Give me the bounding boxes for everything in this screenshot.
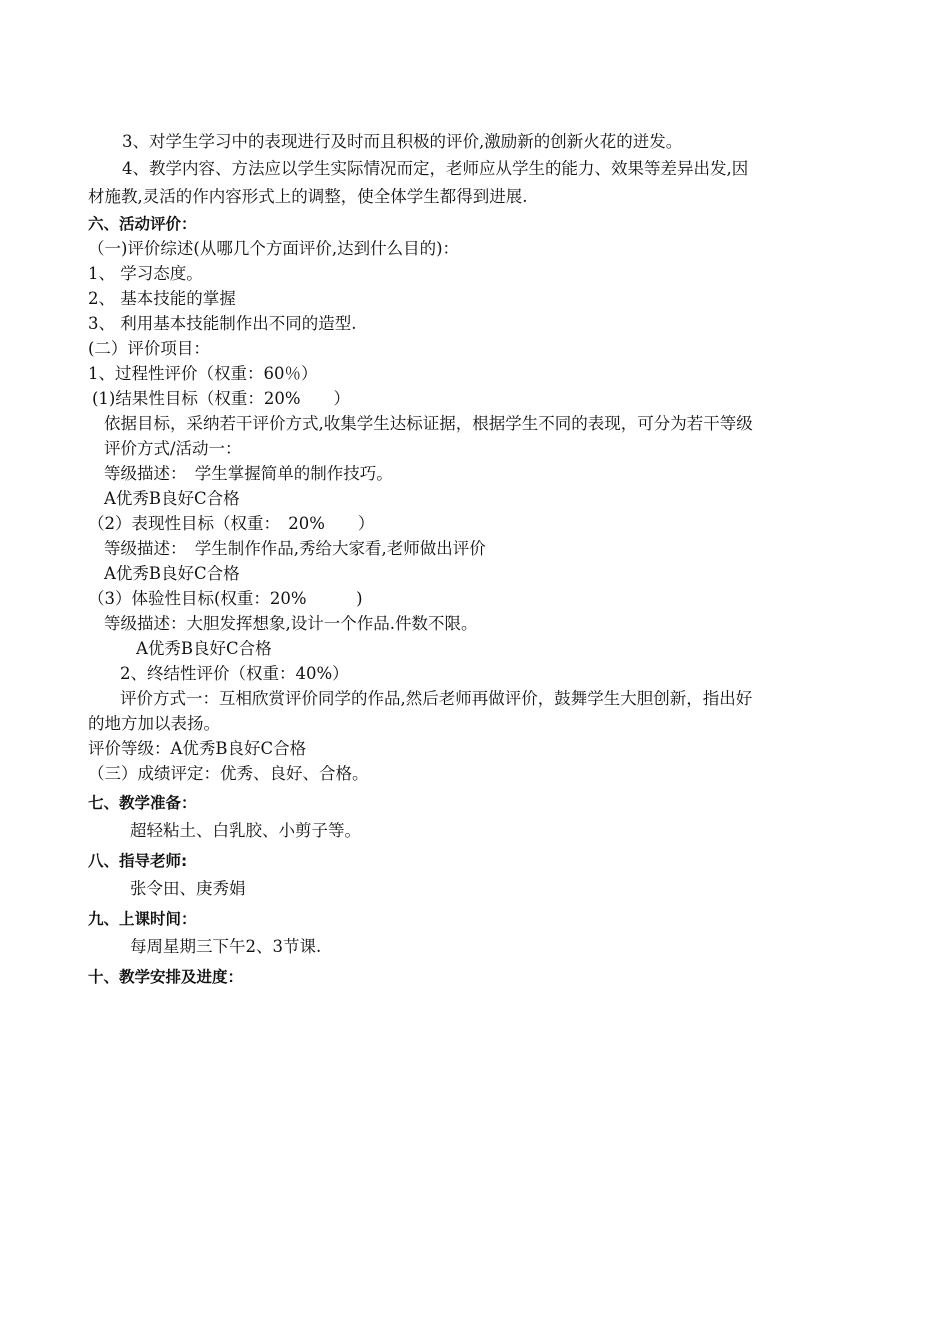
text-line: （一)评价综述(从哪几个方面评价,达到什么目的)： [88, 239, 460, 258]
list-item: 1、 学习态度。 [88, 264, 203, 283]
text-line: 评价方式一：互相欣赏评价同学的作品,然后老师再做评价，鼓舞学生大胆创新，指出好 [120, 689, 753, 708]
text-line: 张令田、庚秀娟 [130, 879, 246, 898]
text-line: 每周星期三下午2、3节课. [130, 937, 322, 956]
text-line: 4、教学内容、方法应以学生实际情况而定，老师应从学生的能力、效果等差异出发,因 [122, 159, 749, 178]
text-line: 3、对学生学习中的表现进行及时而且积极的评价,激励新的创新火花的迸发。 [122, 132, 683, 151]
text-line: 的地方加以表扬。 [88, 714, 220, 733]
text-line: (1)结果性目标（权重：20% ） [92, 389, 351, 408]
section-heading: 九、上课时间： [88, 910, 197, 928]
text-line: （2）表现性目标（权重： 20% ） [88, 514, 375, 533]
list-item: 3、 利用基本技能制作出不同的造型. [88, 314, 357, 333]
text-line: 评价等级：A优秀B良好C合格 [88, 739, 307, 758]
text-line: 等级描述： 学生制作作品,秀给大家看,老师做出评价 [104, 539, 486, 558]
text-line: （三）成绩评定：优秀、良好、合格。 [88, 764, 369, 783]
text-line: （3）体验性目标(权重：20% ) [88, 589, 363, 608]
section-heading: 八、指导老师: [88, 852, 188, 870]
text-line: A优秀B良好C合格 [104, 489, 240, 508]
text-line: 评价方式/活动一： [104, 439, 242, 458]
text-line: 等级描述：大胆发挥想象,设计一个作品.件数不限。 [104, 614, 478, 633]
text-line: 超轻粘土、白乳胶、小剪子等。 [130, 821, 361, 840]
text-line: 1、过程性评价（权重：60％） [88, 364, 318, 383]
text-line: A优秀B良好C合格 [104, 564, 240, 583]
text-line: 材施教,灵活的作内容形式上的调整，使全体学生都得到进展. [88, 187, 528, 206]
section-heading: 十、教学安排及进度： [88, 968, 244, 986]
section-heading: 六、活动评价： [88, 215, 197, 233]
text-line: A优秀B良好C合格 [136, 639, 272, 658]
text-line: 等级描述： 学生掌握简单的制作技巧。 [104, 464, 393, 483]
text-line: (二）评价项目： [88, 339, 210, 358]
text-line: 依据目标，采纳若干评价方式,收集学生达标证据，根据学生不同的表现，可分为若干等级 [104, 414, 753, 433]
text-line: 2、终结性评价（权重：40%） [120, 664, 349, 683]
list-item: 2、 基本技能的掌握 [88, 289, 236, 308]
section-heading: 七、教学准备： [88, 794, 197, 812]
